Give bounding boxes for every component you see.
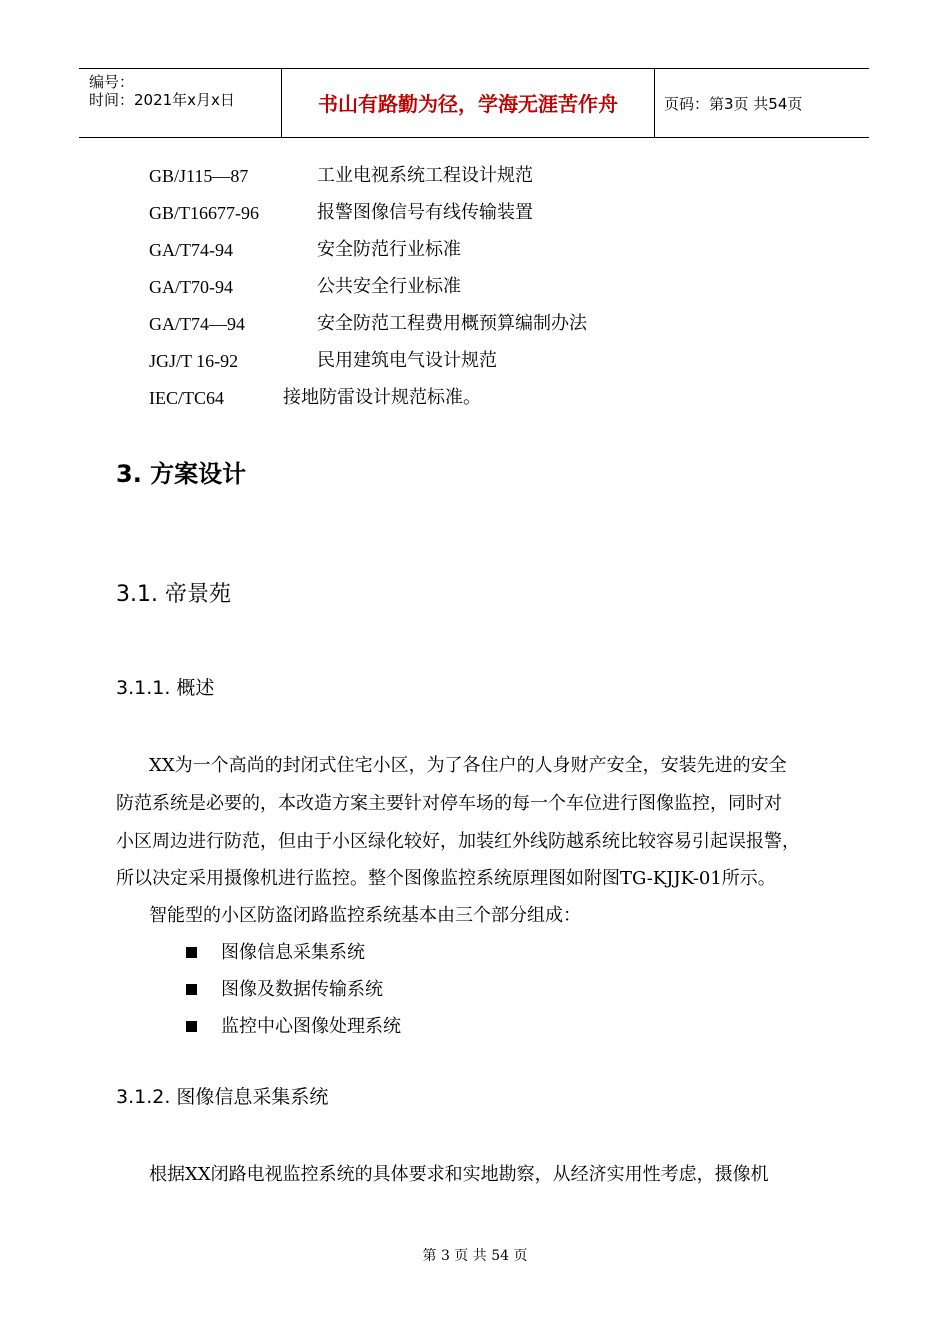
header-right-cell: [655, 69, 869, 137]
standard-name: 报警图像信号有线传输装置: [317, 202, 533, 223]
paragraph-intro: 智能型的小区防盗闭路监控系统基本由三个部分组成：: [149, 905, 581, 926]
bullet-text: 监控中心图像处理系统: [221, 1016, 401, 1037]
paragraph-line: 防范系统是必要的，本改造方案主要针对停车场的每一个车位进行图像监控，同时对: [116, 793, 782, 814]
page-footer: 第 3 页 共 54 页: [422, 1248, 528, 1264]
standard-name: 接地防雷设计规范标准。: [283, 387, 481, 408]
standard-code: JGJ/T 16-92: [149, 351, 239, 371]
standard-name: 公共安全行业标准: [317, 276, 461, 297]
page-header: [79, 68, 869, 138]
standard-name: 工业电视系统工程设计规范: [317, 165, 533, 186]
standard-name: 安全防范工程费用概预算编制办法: [317, 313, 587, 334]
standard-code: GA/T74-94: [149, 240, 233, 260]
square-bullet-icon: [186, 984, 197, 995]
standard-code: GA/T74—94: [149, 314, 245, 334]
paragraph-line: XX为一个高尚的封闭式住宅小区，为了各住户的人身财产安全，安装先进的安全: [149, 755, 787, 776]
paragraph-line: 小区周边进行防范，但由于小区绿化较好，加装红外线防越系统比较容易引起误报警，: [116, 831, 800, 852]
section-3-heading: 3. 方案设计: [116, 460, 247, 488]
standard-code: IEC/TC64: [149, 388, 224, 408]
square-bullet-icon: [186, 1021, 197, 1032]
paragraph-line: 根据XX闭路电视监控系统的具体要求和实地勘察，从经济实用性考虑，摄像机: [149, 1164, 769, 1185]
document-time-label: 时间：2021年x月x日: [89, 91, 235, 109]
standard-code: GB/T16677-96: [149, 203, 259, 223]
header-left-cell: [79, 69, 281, 137]
section-3-1-2-heading: 3.1.2. 图像信息采集系统: [116, 1086, 329, 1108]
square-bullet-icon: [186, 947, 197, 958]
paragraph-line: 所以决定采用摄像机进行监控。整个图像监控系统原理图如附图TG-KJJK-01所示。: [116, 868, 776, 889]
standard-code: GA/T70-94: [149, 277, 233, 297]
document-number-label: 编号：: [89, 73, 135, 91]
section-3-1-heading: 3.1. 帝景苑: [116, 582, 231, 607]
bullet-text: 图像信息采集系统: [221, 942, 365, 963]
standard-name: 安全防范行业标准: [317, 239, 461, 260]
bullet-text: 图像及数据传输系统: [221, 979, 383, 1000]
header-motto: 书山有路勤为径，学海无涯苦作舟: [318, 92, 618, 116]
section-3-1-1-heading: 3.1.1. 概述: [116, 677, 215, 699]
header-center-cell: [281, 69, 655, 137]
standard-code: GB/J115—87: [149, 166, 249, 186]
header-page-info: 页码：第3页 共54页: [664, 95, 803, 113]
standard-name: 民用建筑电气设计规范: [317, 350, 497, 371]
